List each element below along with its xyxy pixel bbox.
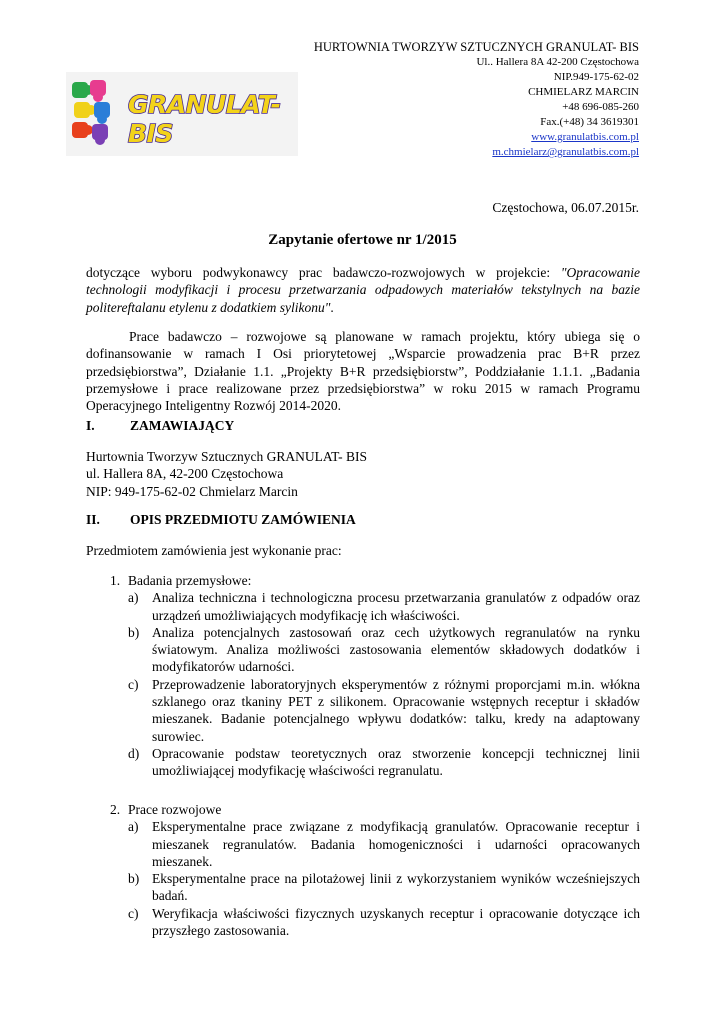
list-item [128, 676, 640, 745]
company-address: Ul.. Hallera 8A 42-200 Częstochowa [476, 56, 639, 68]
list-item-text: Eksperymentalne prace związane z modyfikacją granulatów. Opracowanie receptur i mieszanek regranulatów. Badania homogeniczności i udarności opracowanych mieszanek. [152, 819, 640, 869]
list-item [128, 870, 640, 905]
intro-end: . [330, 299, 334, 315]
list-item-text: Przeprowadzenie laboratoryjnych eksperymentów z różnymi proporcjami m.in. włókna szklanego oraz tkaniny PET z silikonem. Opracowanie wstępnych receptur i składów mieszanek. Badanie potencjalnego wpływu dodatków: talku, kredy na adaptowany surowiec. [152, 676, 640, 744]
logo-wordmark: GRANULAT-BIS [128, 90, 281, 148]
company-website-link[interactable]: www.granulatbis.com.pl [531, 131, 639, 143]
list-number: 2. [110, 802, 121, 817]
list-item-text: Opracowanie podstaw teoretycznych oraz stworzenie koncepcji technicznej linii umożliwiającej modyfikację właściwości regranulatu. [152, 745, 640, 779]
list-letter: a) [128, 819, 139, 835]
list-group-label: Badania przemysłowe: [128, 573, 252, 588]
company-name: HURTOWNIA TWORZYW SZTUCZNYCH GRANULAT- BIS [313, 40, 639, 54]
list-group-label: Prace rozwojowe [128, 802, 222, 817]
section-title: OPIS PRZEDMIOTU ZAMÓWIENIA [130, 512, 356, 527]
section-number: II. [86, 512, 100, 527]
list-item [128, 905, 640, 940]
contractor-line: Hurtownia Tworzyw Sztucznych GRANULAT- BIS [86, 449, 368, 464]
list-item [128, 589, 640, 624]
list-letter: b) [128, 871, 140, 887]
project-title: "Opracowanie technologii modyfikacji i procesu przetwarzania odpadowych materiałów tekstylnych na bazie politereftalanu etylenu z dodatkiem sylikonu" [86, 265, 640, 315]
work-list-development [110, 801, 640, 939]
contractor-line: NIP: 949-175-62-02 Chmielarz Marcin [86, 483, 298, 499]
list-item-text: Analiza techniczna i technologiczna procesu przetwarzania granulatów z odpadów oraz urządzeń umożliwiających modyfikację ich właściwości. [152, 590, 640, 623]
company-header [314, 40, 639, 160]
company-nip: NIP.949-175-62-02 [553, 71, 639, 83]
list-number: 1. [110, 573, 121, 588]
list-letter: a) [128, 590, 139, 606]
list-letter: b) [128, 624, 140, 640]
puzzle-pieces-icon [66, 72, 126, 156]
order-lead-text: Przedmiotem zamówienia jest wykonanie prac: [86, 543, 342, 558]
section-title: ZAMAWIAJĄCY [130, 418, 235, 433]
list-item [128, 624, 640, 676]
work-list-industrial-research [110, 572, 640, 780]
funding-paragraph: Prace badawczo – rozwojowe są planowane w ramach projektu, który ubiega się o dofinansowanie w ramach I Osi priorytetowej „Wsparcie prowadzenia prac B+R przez przedsiębiorstwa”, Działanie 1.1. „Projekty B+R przedsiębiorstw”, Poddziałanie 1.1.1. „Badania przemysłowe i prace realizowane przez przedsiębiorstwa” w roku 2015 w ramach Programu Operacyjnego Inteligentny Rozwój 2014-2020. [86, 329, 640, 414]
list-letter: c) [128, 676, 139, 692]
company-fax: Fax.(+48) 34 3619301 [540, 116, 639, 128]
company-phone: +48 696-085-260 [562, 101, 639, 113]
list-item-text: Eksperymentalne prace na pilotażowej linii z wykorzystaniem wyników wcześniejszych badań. [152, 871, 640, 904]
list-item-text: Weryfikacja właściwości fizycznych uzyskanych receptur i opracowanie dotyczące ich przyszłego zastosowania. [152, 905, 640, 939]
list-group-heading [110, 801, 640, 818]
intro-lead: dotyczące wyboru podwykonawcy prac badawczo-rozwojowych w projekcie: [86, 265, 561, 280]
section-number: I. [86, 418, 95, 433]
contractor-line: ul. Hallera 8A, 42-200 Częstochowa [86, 466, 284, 482]
list-letter: d) [128, 745, 140, 761]
intro-paragraph [86, 264, 640, 316]
contractor-details [86, 448, 367, 500]
list-item [128, 745, 640, 780]
section-heading-contractor [86, 418, 234, 434]
document-date: Częstochowa, 06.07.2015r. [492, 200, 639, 215]
document-title: Zapytanie ofertowe nr 1/2015 [268, 232, 457, 248]
list-item [128, 818, 640, 870]
list-item-text: Analiza potencjalnych zastosowań oraz cech użytkowych regranulatów na rynku światowym. Analiza możliwości zastosowania elementów składowych dodatków i modyfikatorów udarności. [152, 624, 640, 675]
company-person: CHMIELARZ MARCIN [528, 86, 639, 98]
company-logo [66, 72, 298, 156]
section-heading-order-description [86, 512, 356, 528]
company-email-link[interactable]: m.chmielarz@granulatbis.com.pl [492, 146, 639, 158]
list-letter: c) [128, 905, 139, 921]
list-group-heading [110, 572, 640, 589]
